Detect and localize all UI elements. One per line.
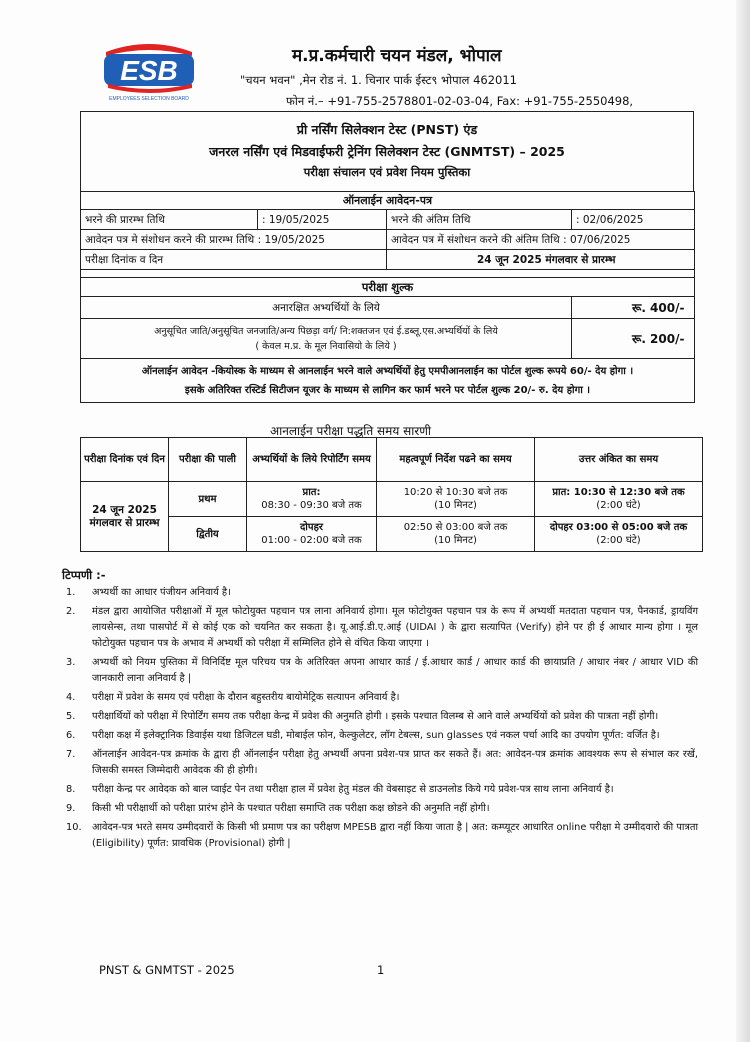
list-item [62, 820, 698, 852]
shift-name: द्वितीय [169, 517, 247, 552]
org-address: "चयन भवन" ,मेन रोड नं. 1. चिनार पार्क ईस्ट९ भोपाल 462011 [240, 73, 517, 87]
fee-amount-general: रू. 400/- [572, 297, 695, 319]
note-number: 4. [66, 692, 76, 703]
list-item [62, 747, 698, 779]
list-item [62, 604, 698, 652]
col-header-shift: परीक्षा की पाली [169, 438, 247, 482]
answer-duration: (2:00 घंटे) [596, 500, 641, 511]
table-row [81, 359, 695, 403]
answer-duration: (2:00 घंटे) [596, 535, 641, 546]
note-number: 1. [66, 587, 76, 598]
org-name: म.प्र.कर्मचारी चयन मंडल, भोपाल [292, 46, 502, 66]
footer-doc-name: PNST & GNMTST - 2025 [99, 963, 235, 977]
note-number: 7. [66, 749, 76, 760]
list-item [62, 801, 698, 817]
list-item [62, 655, 698, 687]
schedule-title: आनलाईन परीक्षा पद्धति समय सारणी [270, 424, 432, 438]
notes-list [62, 585, 698, 855]
spacer-row [81, 270, 695, 278]
col-header-instructions: महत्वपूर्ण निर्देश पढने का समय [377, 438, 535, 482]
exam-date-value: 24 जून 2025 मंगलवार से प्रारम्भ [387, 250, 695, 270]
note-text: परीक्षा कक्ष में इलेक्ट्रानिक डिवाईस यथा डिजिटल घडी, मोबाईल फोन, केल्कुलेटर, लॉग टेबल्स, sun glasses एवं नकल पर्चा आदि का उपयोग पूर्णत: वर्जित है। [92, 730, 660, 741]
fee-note [81, 359, 695, 403]
note-number: 10. [66, 822, 82, 833]
list-item [62, 728, 698, 744]
table-row [81, 230, 695, 250]
table-row [81, 297, 695, 319]
answer-time: प्रात: 10:30 से 12:30 बजे तक [552, 487, 685, 498]
fee-note-line1: ऑनलाईन आवेदन -कियोस्क के माध्यम से आनलाईन भरने वाले अभ्यर्थियों हेतु एमपीआनलाईन का पोर्टल शुल्क रूपये 60/- देय होगा । [141, 365, 634, 377]
list-item [62, 690, 698, 706]
end-date-label: भरने की अंतिम तिथि [387, 210, 572, 230]
title-line-2: जनरल नर्सिंग एवं मिडवाईफरी ट्रेनिंग सिलेक्शन टेस्ट (GNMTST) – 2025 [209, 144, 565, 159]
instruction-time: 10:20 से 10:30 बजे तक [403, 487, 508, 498]
note-text: मंडल द्वारा आयोजित परीक्षाओं में मूल फोटोयुक्त पहचान पत्र लाना अनिवार्य होगा। मूल फोटोयुक्त पहचान पत्र के रूप में अभ्यर्थी मतदाता पहचान पत्र, पैनकार्ड, ड्रायविंग लायसेन्स, तथा पासपोर्ट में से कोई एक को चयनित कर सकता है। यू.आई.डी.ए.आई (UIDAI ) के द्वारा सत्यापित (Verify) होने पर ही ई आधार मान्य होगा । मूल फोटोयुक्त पहचान पत्र के अभाव में अभ्यर्थी को परीक्षा में सम्मिलित होने से वंचित किया जाएगा । [92, 606, 698, 649]
report-period: दोपहर [300, 522, 323, 533]
title-box [80, 111, 694, 191]
footer-page-number: 1 [377, 963, 385, 977]
edit-start-cell [81, 230, 387, 250]
note-number: 9. [66, 803, 76, 814]
schedule-date: 24 जून 2025 मंगलवार से प्रारम्भ [81, 482, 169, 552]
instruction-cell [377, 482, 535, 517]
instruction-duration: (10 मिनट) [434, 500, 477, 511]
report-cell [247, 517, 377, 552]
edit-start-value: : 19/05/2025 [257, 233, 325, 246]
title-line-1: प्री नर्सिंग सिलेक्शन टेस्ट (PNST) एंड [296, 122, 478, 137]
note-text: परीक्षा में प्रवेश के समय एवं परीक्षा के दौरान बहुस्तरीय बायोमेट्रिक सत्यापन अनिवार्य है। [92, 692, 400, 703]
note-text: परीक्षा केन्द्र पर आवेदक को बाल प्वाईट पेन तथा परीक्षा हाल में प्रवेश हेतु मंडल की वेबसाइट से डाउनलोड किये गये प्रवेश-पत्र साथ लाना अनिवार्य है। [92, 784, 614, 795]
note-text: अभ्यर्थी का आधार पंजीयन अनिवार्य है। [92, 587, 231, 598]
note-number: 5. [66, 711, 76, 722]
instruction-duration: (10 मिनट) [434, 535, 477, 546]
edit-end-cell [387, 230, 695, 250]
note-text: आवेदन-पत्र भरते समय उम्मीदवारों के किसी भी प्रमाण पत्र का परीक्षण MPESB द्वारा नहीं किया जाता है | अत: कम्प्यूटर आधारित online परीक्षा मे उम्मीदवारो की पात्रता (Eligibility) पूर्णत: प्रावधिक (Provisional) होगी | [92, 822, 698, 849]
shift-name: प्रथम [169, 482, 247, 517]
table-row [81, 517, 703, 552]
fee-amount-reserved: रू. 200/- [572, 319, 695, 359]
report-cell [247, 482, 377, 517]
note-number: 2. [66, 606, 76, 617]
note-number: 3. [66, 657, 76, 668]
note-text: परीक्षार्थियों को परीक्षा में रिपोर्टिंग समय तक परीक्षा केन्द्र में प्रवेश की अनुमति होगी । इसके पश्चात विलम्ब से आने वाले अभ्यर्थियों को प्रवेश की पात्रता नहीं होगी। [92, 711, 659, 722]
logo-subtext: EMPLOYEES SELECTION BOARD [109, 96, 189, 102]
note-text: ऑनलाईन आवेदन-पत्र क्रमांक के द्वारा ही ऑनलाईन परीक्षा हेतु अभ्यर्थी अपना प्रवेश-पत्र प्राप्त कर सकते हैं। अत: आवेदन-पत्र क्रमांक आवश्यक रूप से संभाल कर रखें, जिसकी समस्त जिम्मेदारी आवेदक की ही होगी। [92, 749, 698, 776]
table-row [81, 250, 695, 270]
logo-text: ESB [120, 55, 178, 86]
note-number: 8. [66, 784, 76, 795]
col-header-reporting: अभ्यर्थियों के लिये रिपोर्टिंग समय [247, 438, 377, 482]
application-heading: ऑनलाईन आवेदन-पत्र [81, 192, 695, 210]
list-item [62, 585, 698, 601]
report-time: 01:00 - 02:00 बजे तक [261, 535, 362, 546]
list-item [62, 782, 698, 798]
schedule-table [80, 437, 703, 552]
fee-category-reserved [81, 319, 572, 359]
table-row [81, 210, 695, 230]
note-number: 6. [66, 730, 76, 741]
edit-end-label: आवेदन पत्र में संशोधन करने की अंतिम तिथि [391, 233, 560, 246]
instruction-time: 02:50 से 03:00 बजे तक [403, 522, 508, 533]
report-time: 08:30 - 09:30 बजे तक [261, 500, 362, 511]
instruction-cell [377, 517, 535, 552]
esb-logo [100, 40, 198, 102]
list-item [62, 709, 698, 725]
fee-category-general: अनारक्षित अभ्यर्थियों के लिये [81, 297, 572, 319]
application-table [80, 191, 695, 403]
col-header-date: परीक्षा दिनांक एवं दिन [81, 438, 169, 482]
fee-heading: परीक्षा शुल्क [81, 278, 695, 297]
start-date-value: : 19/05/2025 [258, 210, 387, 230]
answer-cell [535, 517, 703, 552]
title-line-3: परीक्षा संचालन एवं प्रवेश नियम पुस्तिका [303, 165, 471, 179]
report-period: प्रात: [302, 487, 321, 498]
notes-title: टिप्पणी :- [62, 568, 106, 582]
edit-end-value: : 07/06/2025 [563, 233, 631, 246]
table-row [81, 482, 703, 517]
fee-category-reserved-line1: अनुसूचित जाति/अनुसूचित जनजाति/अन्य पिछड़ा वर्ग/ नि:शक्तजन एवं ई.डब्लू.एस.अभ्यर्थियों के लिये [154, 325, 498, 337]
fee-category-reserved-line2: ( केवल म.प्र. के मूल निवासियो के लिये ) [255, 340, 397, 352]
answer-cell [535, 482, 703, 517]
edit-start-label: आवेदन पत्र मे संशोधन करने की प्रारम्भ तिथि [85, 233, 255, 246]
end-date-value: : 02/06/2025 [572, 210, 695, 230]
note-text: अभ्यर्थी को नियम पुस्तिका में विनिर्दिष्ट मूल परिचय पत्र के अतिरिक्त अपना आधार कार्ड / ई.आधार कार्ड / आधार कार्ड की छायाप्रति / आधार नंबर / आधार VID की जानकारी लाना अनिवार्य है | [92, 657, 698, 684]
start-date-label: भरने की प्रारम्भ तिथि [81, 210, 258, 230]
note-text: किसी भी परीक्षार्थी को परीक्षा प्रारंभ होने के पश्चात परीक्षा समाप्ति तक परीक्षा कक्ष छोडने की अनुमति नहीं होगी। [92, 803, 490, 814]
fee-note-line2: इसके अतिरिक्त रस्टिर्ड सिटीजन यूजर के माध्यम से लागिन कर फार्म भरने पर पोर्टल शुल्क 20/- रु. देय होगा । [184, 384, 591, 396]
table-row [81, 319, 695, 359]
col-header-answer: उत्तर अंकित का समय [535, 438, 703, 482]
page-edge-shadow [736, 0, 750, 1042]
exam-date-label: परीक्षा दिनांक व दिन [81, 250, 387, 270]
table-header-row [81, 438, 703, 482]
org-phone: फोन नं.– +91-755-2578801-02-03-04, Fax: +91-755-2550498, [286, 94, 634, 108]
answer-time: दोपहर 03:00 से 05:00 बजे तक [549, 522, 688, 533]
